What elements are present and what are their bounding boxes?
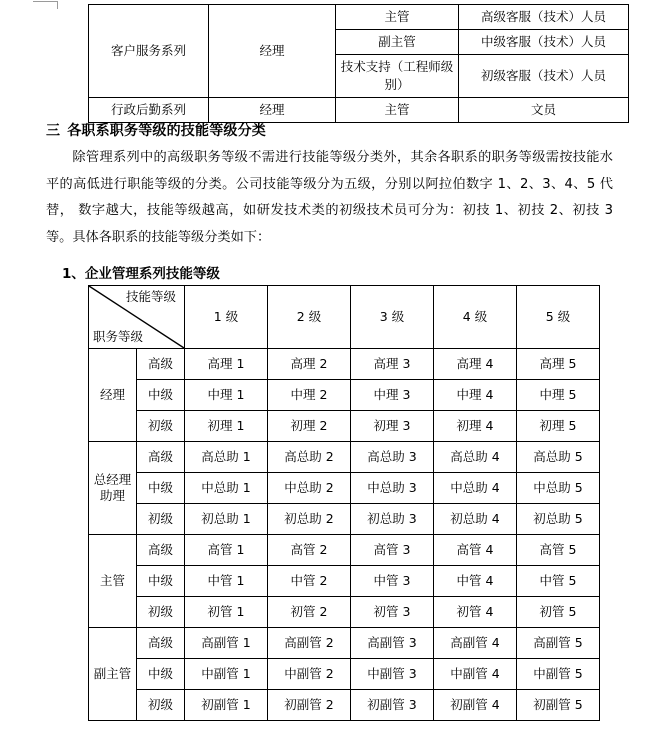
cell-supervisor: 副主管 [336,30,459,55]
cell-manager: 经理 [209,5,336,98]
cell-series: 客户服务系列 [89,5,209,98]
cell-level: 中级 [137,473,185,504]
cell-skill-grade: 中理 2 [268,380,351,411]
table-row [89,690,600,721]
table-row [89,566,600,597]
cell-post-grade: 副主管 [89,628,137,721]
table-row [89,349,600,380]
cell-skill-grade: 中理 3 [351,380,434,411]
table-row [89,535,600,566]
cell-skill-grade: 高管 3 [351,535,434,566]
table-row [89,628,600,659]
cell-skill-grade: 初副管 2 [268,690,351,721]
cell-skill-grade: 中管 2 [268,566,351,597]
cell-skill-grade: 初总助 4 [434,504,517,535]
table-row [89,504,600,535]
cell-skill-grade: 高理 5 [517,349,600,380]
cell-level: 中级 [137,380,185,411]
cell-level: 初级 [137,504,185,535]
table-header-row [89,286,600,349]
cell-level: 高级 [137,628,185,659]
cell-supervisor: 主管 [336,5,459,30]
cell-post-grade: 总经理助理 [89,442,137,535]
table-row [89,442,600,473]
cell-level: 初级 [137,597,185,628]
cell-staff: 文员 [459,98,629,123]
cell-skill-grade: 初管 3 [351,597,434,628]
cell-skill-grade: 中副管 2 [268,659,351,690]
table-row [89,659,600,690]
cell-skill-grade: 高管 4 [434,535,517,566]
skill-grade-table [88,285,600,721]
cell-skill-grade: 高理 3 [351,349,434,380]
cell-skill-grade: 初总助 3 [351,504,434,535]
section-heading-text: 各职系职务等级的技能等级分类 [67,123,267,139]
cell-skill-grade: 初理 1 [185,411,268,442]
table-row [89,5,629,30]
cell-skill-grade: 高总助 3 [351,442,434,473]
cell-level: 高级 [137,442,185,473]
cell-level: 初级 [137,690,185,721]
section-paragraph: 除管理系列中的高级职务等级不需进行技能等级分类外，其余各职系的职务等级需按技能水平的高低进行职能等级的分类。公司技能等级分为五级，分别以阿拉伯数字 1、2、3、4、5 代替， 数字越大，技能等级越高，如研发技术类的初级技术员可分为：初技 1、初技 2、初技 3 等。具体各职系的技能等级分类如下： [46,150,613,245]
cell-skill-grade: 中理 5 [517,380,600,411]
cell-skill-grade: 中总助 4 [434,473,517,504]
column-header-grade-4: 4 级 [434,286,517,349]
cell-skill-grade: 高副管 1 [185,628,268,659]
cell-skill-grade: 初理 3 [351,411,434,442]
cell-supervisor: 主管 [336,98,459,123]
cell-skill-grade: 高总助 2 [268,442,351,473]
section-heading-number: 三 [46,123,61,139]
cell-skill-grade: 初理 4 [434,411,517,442]
cell-skill-grade: 高管 1 [185,535,268,566]
corner-label-post-grade: 职务等级 [93,329,144,345]
cell-skill-grade: 高理 4 [434,349,517,380]
cell-skill-grade: 初管 5 [517,597,600,628]
cell-skill-grade: 中管 3 [351,566,434,597]
column-header-grade-1: 1 级 [185,286,268,349]
text-boundary-corner-mark [33,1,58,9]
table-row [89,597,600,628]
table-row [89,380,600,411]
cell-level: 中级 [137,566,185,597]
cell-skill-grade: 中总助 5 [517,473,600,504]
cell-skill-grade: 中管 4 [434,566,517,597]
column-header-grade-5: 5 级 [517,286,600,349]
cell-skill-grade: 高管 5 [517,535,600,566]
cell-staff: 高级客服（技术）人员 [459,5,629,30]
cell-skill-grade: 高管 2 [268,535,351,566]
cell-skill-grade: 高总助 1 [185,442,268,473]
cell-skill-grade: 中副管 1 [185,659,268,690]
cell-skill-grade: 初理 5 [517,411,600,442]
cell-manager: 经理 [209,98,336,123]
cell-staff: 中级客服（技术）人员 [459,30,629,55]
column-header-grade-3: 3 级 [351,286,434,349]
section-heading [46,120,266,140]
cell-skill-grade: 初总助 2 [268,504,351,535]
cell-skill-grade: 初副管 4 [434,690,517,721]
table-row [89,411,600,442]
cell-skill-grade: 初理 2 [268,411,351,442]
cell-staff: 初级客服（技术）人员 [459,55,629,98]
cell-skill-grade: 初副管 3 [351,690,434,721]
cell-skill-grade: 中副管 5 [517,659,600,690]
cell-skill-grade: 高副管 2 [268,628,351,659]
cell-skill-grade: 初副管 1 [185,690,268,721]
cell-post-grade: 经理 [89,349,137,442]
cell-skill-grade: 初管 1 [185,597,268,628]
job-series-position-table [88,4,629,123]
cell-skill-grade: 高副管 5 [517,628,600,659]
cell-post-grade: 主管 [89,535,137,628]
cell-skill-grade: 中总助 3 [351,473,434,504]
cell-skill-grade: 中总助 2 [268,473,351,504]
cell-level: 中级 [137,659,185,690]
cell-skill-grade: 高总助 4 [434,442,517,473]
cell-skill-grade: 中理 4 [434,380,517,411]
corner-label-skill-grade: 技能等级 [125,289,176,304]
cell-level: 初级 [137,411,185,442]
subsection-heading: 1、企业管理系列技能等级 [62,266,220,282]
cell-skill-grade: 中理 1 [185,380,268,411]
cell-skill-grade: 高理 1 [185,349,268,380]
column-header-grade-2: 2 级 [268,286,351,349]
cell-skill-grade: 中总助 1 [185,473,268,504]
cell-skill-grade: 高总助 5 [517,442,600,473]
cell-skill-grade: 高副管 4 [434,628,517,659]
cell-skill-grade: 初管 4 [434,597,517,628]
cell-skill-grade: 初副管 5 [517,690,600,721]
cell-level: 高级 [137,535,185,566]
table-row [89,473,600,504]
cell-skill-grade: 中管 5 [517,566,600,597]
cell-skill-grade: 高理 2 [268,349,351,380]
cell-skill-grade: 高副管 3 [351,628,434,659]
cell-skill-grade: 初总助 1 [185,504,268,535]
cell-skill-grade: 初总助 5 [517,504,600,535]
cell-series: 行政后勤系列 [89,98,209,123]
cell-skill-grade: 初管 2 [268,597,351,628]
cell-skill-grade: 中副管 3 [351,659,434,690]
table-row [89,98,629,123]
cell-skill-grade: 中副管 4 [434,659,517,690]
cell-supervisor: 技术支持（工程师级别） [336,55,459,98]
corner-header-cell [89,286,185,349]
cell-level: 高级 [137,349,185,380]
cell-skill-grade: 中管 1 [185,566,268,597]
